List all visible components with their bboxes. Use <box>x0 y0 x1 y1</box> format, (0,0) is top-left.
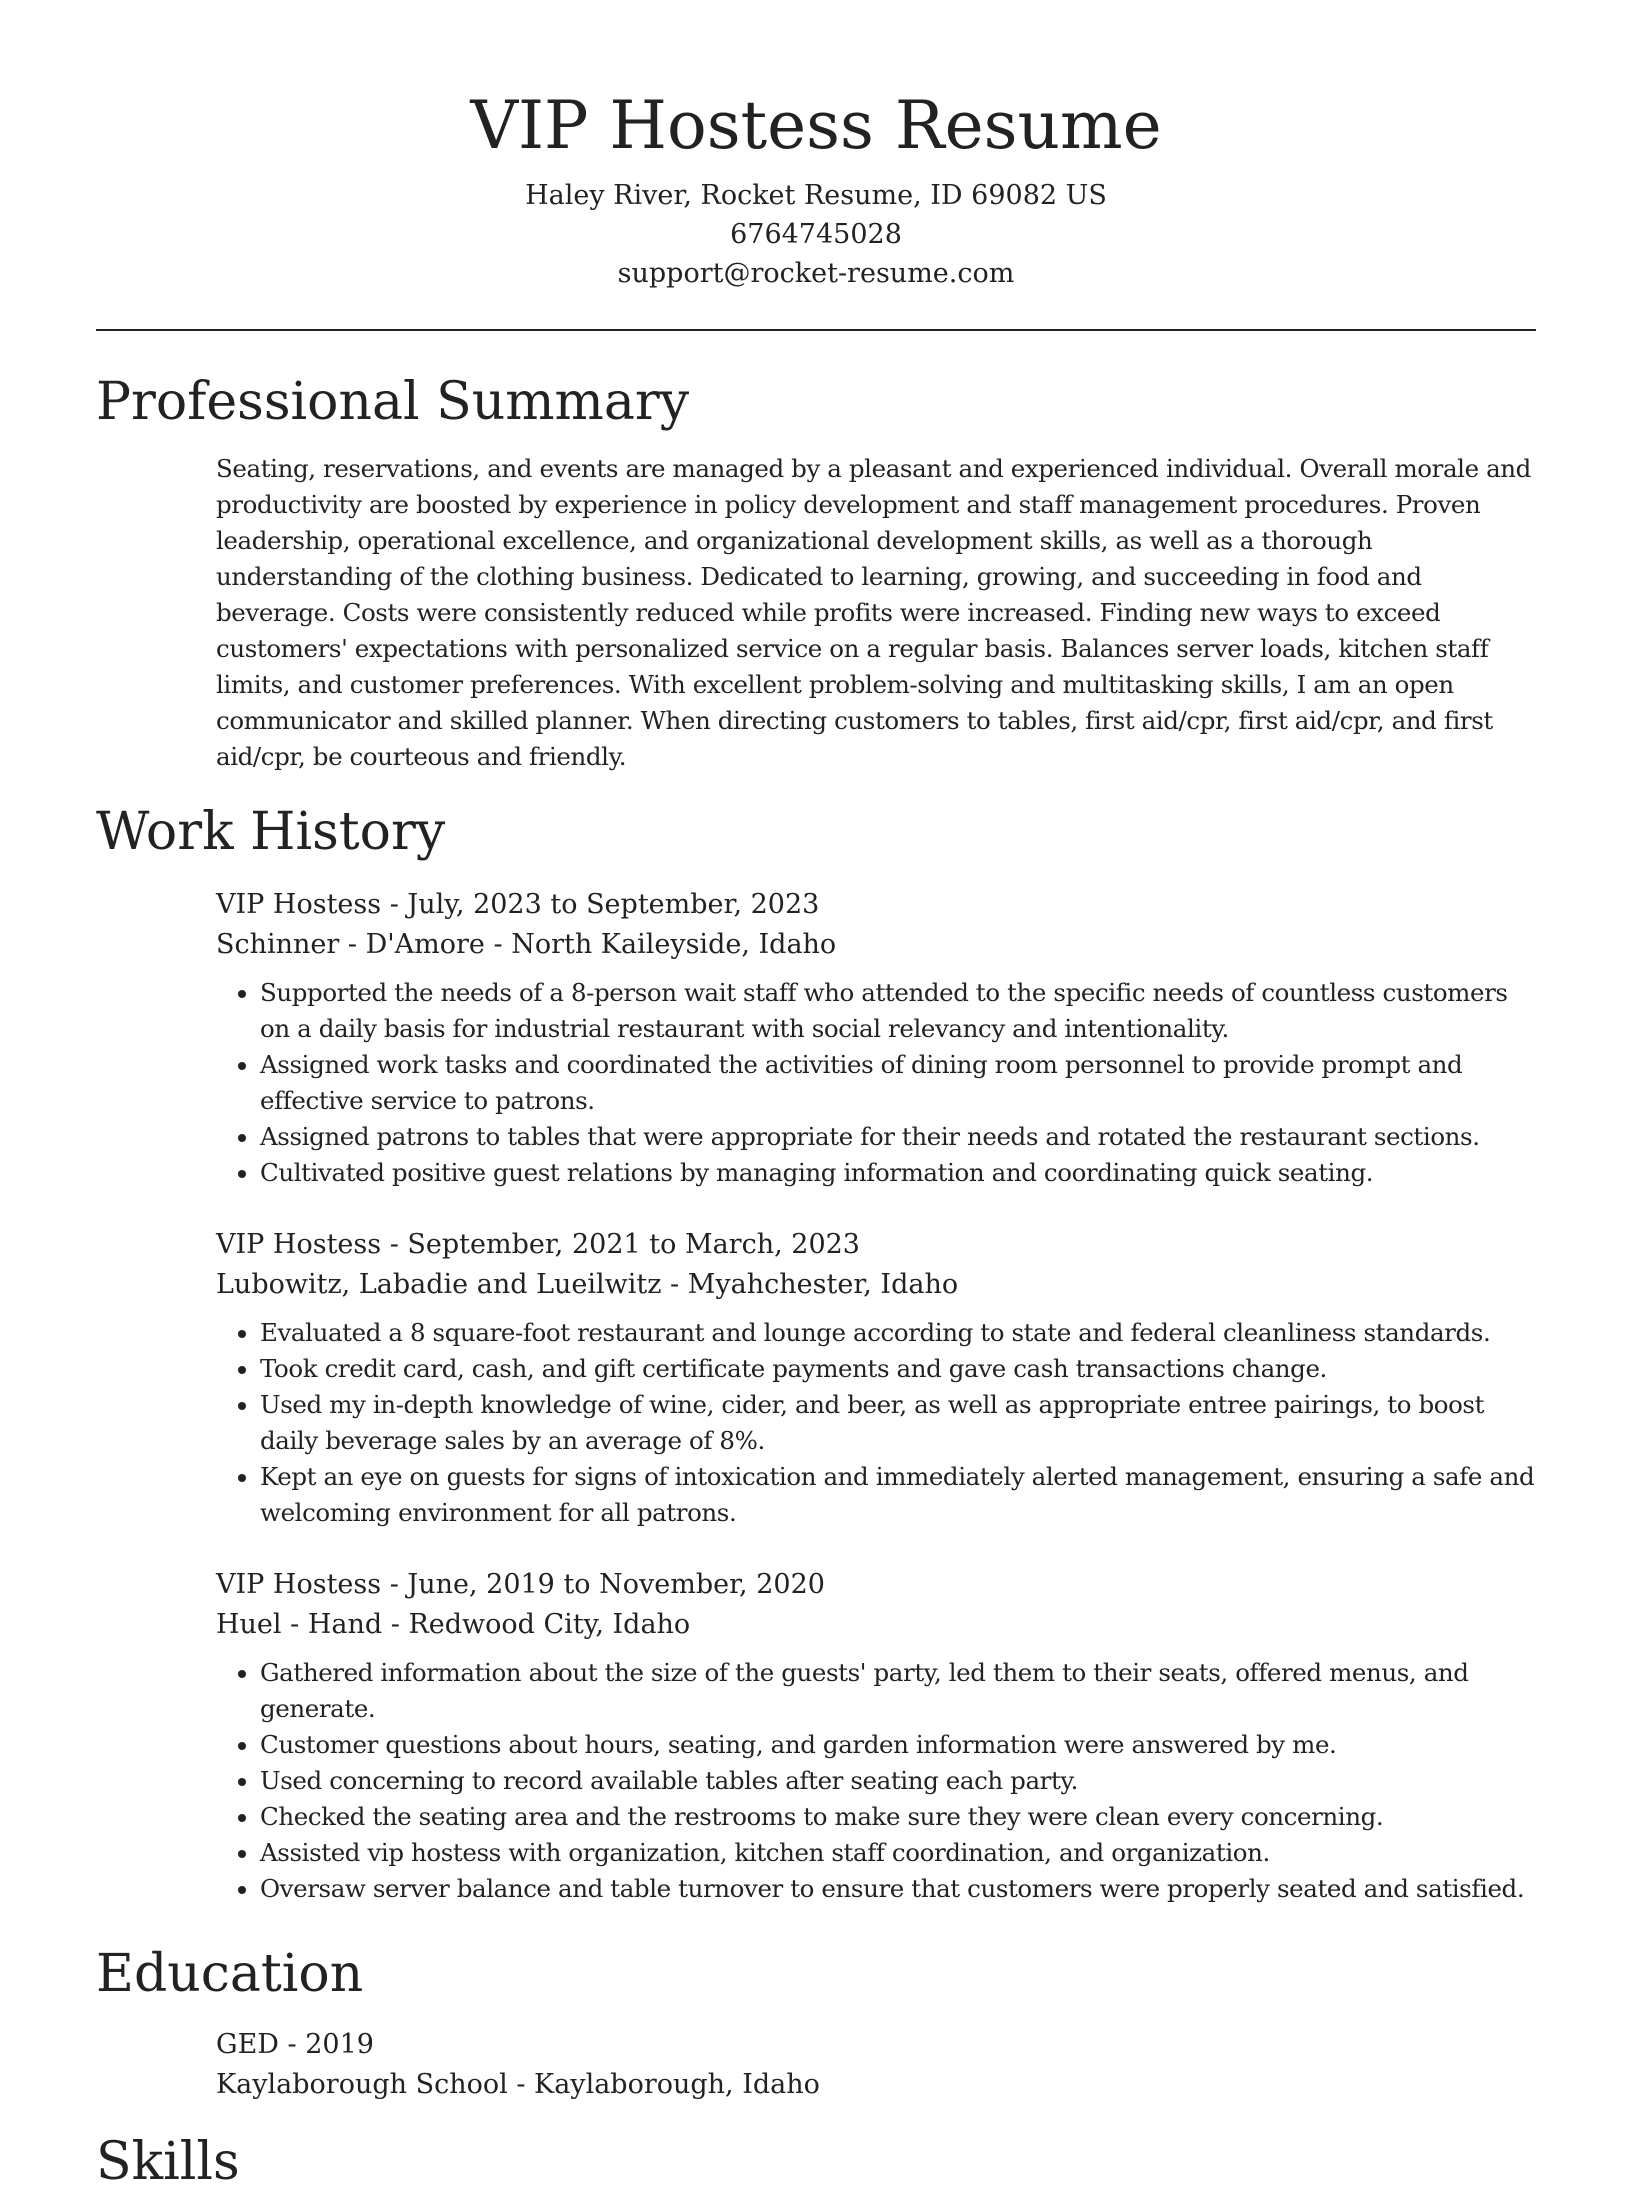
job-bullet: • Used my in-depth knowledge of wine, cider, and beer, as well as appropriate entree pairings, to boost daily beverage sales by an average of 8%. <box>260 1387 1536 1459</box>
job-company-line: Lubowitz, Labadie and Lueilwitz - Myahchester, Idaho <box>216 1269 959 1300</box>
job-bullet-list <box>216 1315 1536 1531</box>
job-bullet: • Cultivated positive guest relations by managing information and coordinating quick seating. <box>260 1155 1536 1191</box>
job-bullet: • Kept an eye on guests for signs of intoxication and immediately alerted management, ensuring a safe and welcoming environment for all patrons. <box>260 1459 1536 1531</box>
job-bullet: • Checked the seating area and the restrooms to make sure they were clean every concerning. <box>260 1799 1536 1835</box>
job-bullet: • Gathered information about the size of the guests' party, led them to their seats, offered menus, and generate. <box>260 1655 1536 1727</box>
education-heading: Education <box>96 1944 364 2004</box>
job-company-line: Huel - Hand - Redwood City, Idaho <box>216 1609 691 1640</box>
summary-heading: Professional Summary <box>96 372 690 432</box>
contact-email: support@rocket-resume.com <box>617 258 1015 289</box>
job-bullet: • Assigned patrons to tables that were appropriate for their needs and rotated the restaurant sections. <box>260 1119 1536 1155</box>
job-entry <box>216 1565 1536 1907</box>
job-entry <box>216 1225 1536 1531</box>
summary-section <box>216 451 1536 775</box>
work-history-heading: Work History <box>96 802 446 862</box>
job-bullet: • Assigned work tasks and coordinated the activities of dining room personnel to provide prompt and effective service to patrons. <box>260 1047 1536 1119</box>
job-company-line: Schinner - D'Amore - North Kaileyside, Idaho <box>216 929 837 960</box>
job-bullet: • Oversaw server balance and table turnover to ensure that customers were properly seated and satisfied. <box>260 1871 1536 1907</box>
job-bullet: • Supported the needs of a 8-person wait staff who attended to the specific needs of countless customers on a daily basis for industrial restaurant with social relevancy and intentionality. <box>260 975 1536 1047</box>
job-entry <box>216 885 1536 1191</box>
job-bullet-list <box>216 1655 1536 1907</box>
job-title-line: VIP Hostess - September, 2021 to March, 2023 <box>216 1229 860 1260</box>
job-title-line: VIP Hostess - July, 2023 to September, 2023 <box>216 889 820 920</box>
job-bullet: • Evaluated a 8 square-foot restaurant and lounge according to state and federal cleanliness standards. <box>260 1315 1536 1351</box>
contact-block <box>96 176 1536 293</box>
work-history-section <box>216 885 1536 1907</box>
job-bullet: • Assisted vip hostess with organization, kitchen staff coordination, and organization. <box>260 1835 1536 1871</box>
education-section <box>216 2025 1536 2105</box>
education-school-line: Kaylaborough School - Kaylaborough, Idaho <box>216 2069 820 2100</box>
header-divider <box>96 329 1536 331</box>
job-title-line: VIP Hostess - June, 2019 to November, 2020 <box>216 1569 825 1600</box>
resume-title: VIP Hostess Resume <box>470 87 1162 164</box>
job-bullet-list <box>216 975 1536 1191</box>
summary-text: Seating, reservations, and events are managed by a pleasant and experienced individual. Overall morale and productivity are boosted by experience in policy development and staff management procedures. Proven leadership, operational excellence, and organizational development skills, as well as a thorough understanding of the clothing business. Dedicated to learning, growing, and succeeding in food and beverage. Costs were consistently reduced while profits were increased. Finding new ways to exceed customers' expectations with personalized service on a regular basis. Balances server loads, kitchen staff limits, and customer preferences. With excellent problem-solving and multitasking skills, I am an open communicator and skilled planner. When directing customers to tables, first aid/cpr, first aid/cpr, and first aid/cpr, be courteous and friendly. <box>216 454 1531 771</box>
job-bullet: • Took credit card, cash, and gift certificate payments and gave cash transactions change. <box>260 1351 1536 1387</box>
contact-address: Haley River, Rocket Resume, ID 69082 US <box>525 180 1107 211</box>
skills-heading: Skills <box>96 2132 240 2192</box>
job-bullet: • Customer questions about hours, seating, and garden information were answered by me. <box>260 1727 1536 1763</box>
education-degree-line: GED - 2019 <box>216 2029 374 2060</box>
contact-phone: 6764745028 <box>730 219 902 250</box>
job-bullet: • Used concerning to record available tables after seating each party. <box>260 1763 1536 1799</box>
resume-page <box>96 0 1536 2193</box>
